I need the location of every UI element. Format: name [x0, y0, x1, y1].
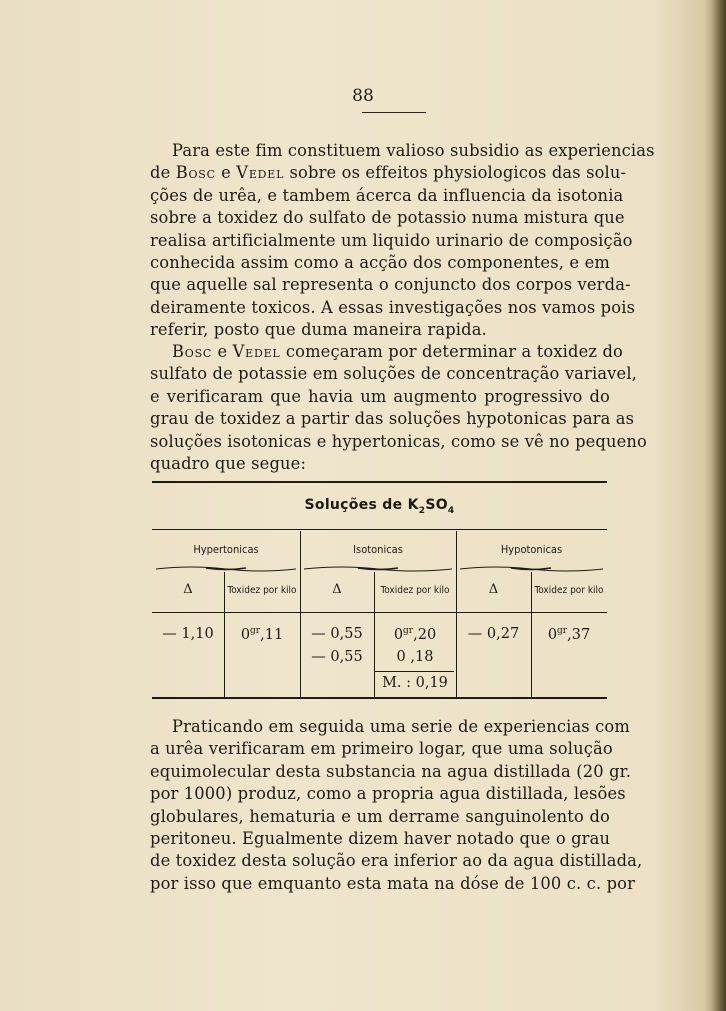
text-run: ções de urêa, e tambem ácerca da influencia da isotonia	[150, 185, 624, 205]
page-number-rule	[362, 112, 426, 113]
text-run: peritoneu. Egualmente dizem haver notado que o grau	[150, 829, 611, 849]
text-line	[150, 783, 626, 805]
text-line	[150, 185, 624, 207]
text-line	[150, 274, 631, 296]
text-run: conhecida assim como a acção dos componentes, e em	[150, 253, 610, 273]
text-run: Para este fim constituem valioso subsidio as experiencias	[172, 141, 655, 160]
header-delta: Δ	[488, 582, 499, 597]
text-line	[150, 453, 610, 475]
text-run: globulares, hematuria e um derrame sanguinolento do	[150, 806, 610, 826]
text-line	[150, 873, 636, 895]
header-delta: Δ	[183, 582, 193, 597]
page-edge-shadow	[712, 0, 726, 1011]
table-top-rule	[152, 481, 607, 483]
text-run: Praticando em seguida uma serie de experiencias com	[172, 717, 630, 736]
table-bottom-rule	[152, 697, 607, 699]
value-hyper-toxidez: $0^{gr},11$	[240, 626, 284, 643]
group-header-hypotonicas: Hypotonicas	[500, 543, 563, 556]
swash-ornament	[456, 563, 607, 575]
header-toxidez: Toxidez por kilo	[380, 585, 450, 596]
text-run: soluções isotonicas e hypertonicas, como se vê no pequeno	[150, 431, 648, 451]
text-line	[150, 761, 632, 783]
text-run: realisa artificialmente um liquido urinario de composição	[150, 230, 633, 250]
text-run: deiramente toxicos. A essas investigações nos vamos pois	[150, 297, 636, 317]
text-run: quadro que segue:	[150, 454, 307, 474]
text-line	[150, 716, 630, 738]
text-run: e	[215, 163, 237, 183]
text-line	[150, 408, 635, 430]
group-header-hypertonicas: Hypertonicas	[193, 543, 259, 556]
text-run: que aquelle sal representa o conjuncto dos corpos verda-	[150, 275, 631, 295]
header-toxidez: Toxidez por kilo	[227, 585, 297, 596]
swash-ornament	[152, 563, 300, 575]
table-title: Soluções de $K_2SO_4$	[304, 497, 455, 516]
swash-ornament	[300, 563, 456, 575]
text-line	[150, 363, 638, 385]
mean-rule	[374, 671, 454, 672]
table-subheader-rule	[152, 612, 607, 613]
text-line	[150, 140, 655, 162]
author-name: Bosc	[172, 342, 213, 361]
text-run: começaram por determinar a toxidez do	[280, 342, 623, 361]
text-line	[150, 431, 648, 453]
header-toxidez: Toxidez por kilo	[534, 585, 604, 596]
group-header-isotonicas: Isotonicas	[353, 543, 403, 556]
value-iso-delta-2: — 0,55	[311, 649, 363, 665]
text-run: de	[150, 163, 176, 183]
text-run: grau de toxidez a partir das soluções hypotonicas para as	[150, 409, 635, 429]
value-iso-mean: M. : 0,19	[382, 675, 448, 691]
value-hypo-toxidez: $0^{gr},37$	[547, 626, 591, 643]
author-name: Bosc	[175, 163, 216, 183]
value-iso-toxidez-1: $0^{gr},20$	[393, 626, 437, 643]
value-hyper-delta: — 1,10	[162, 626, 214, 642]
text-run: e verificaram que havia um augmento progressivo do	[150, 386, 610, 406]
paragraph-urea	[150, 716, 643, 895]
paragraph-intro	[150, 140, 655, 342]
text-line	[150, 162, 627, 184]
author-name: Vedel	[232, 342, 281, 361]
text-line	[150, 230, 633, 252]
text-line	[150, 319, 610, 341]
text-run: de toxidez desta solução era inferior ao da agua distillada,	[150, 851, 643, 871]
text-line	[150, 738, 613, 760]
header-delta: Δ	[332, 582, 342, 597]
text-line	[150, 252, 610, 274]
text-line	[150, 297, 636, 319]
text-run: e	[212, 342, 233, 361]
text-run: por 1000) produz, como a propria agua distillada, lesões	[150, 784, 626, 804]
author-name: Vedel	[236, 163, 285, 183]
text-line	[150, 850, 643, 872]
text-run: equimolecular desta substancia na agua distillada (20 gr.	[150, 761, 632, 781]
text-line	[150, 386, 610, 408]
value-iso-delta-1: — 0,55	[311, 626, 363, 642]
paragraph-bosc-vedel	[150, 341, 648, 475]
text-run: por isso que emquanto esta mata na dóse de 100 c. c. por	[150, 873, 636, 893]
text-run: sulfato de potassie em soluções de concentração variavel,	[150, 364, 638, 384]
text-line	[150, 207, 625, 229]
text-line	[150, 341, 623, 363]
text-run: sobre os effeitos physiologicos das solu-	[284, 163, 627, 183]
value-iso-toxidez-2: 0 ,18	[396, 649, 434, 665]
text-run: referir, posto que duma maneira rapida.	[150, 320, 487, 340]
page-number: 88	[352, 86, 374, 106]
text-line	[150, 828, 610, 850]
table-header-rule	[152, 529, 607, 530]
value-hypo-delta: — 0,27	[467, 626, 520, 642]
text-line	[150, 806, 610, 828]
text-run: a urêa verificaram em primeiro logar, que uma solução	[150, 739, 613, 759]
text-run: sobre a toxidez do sulfato de potassio numa mistura que	[150, 208, 625, 228]
